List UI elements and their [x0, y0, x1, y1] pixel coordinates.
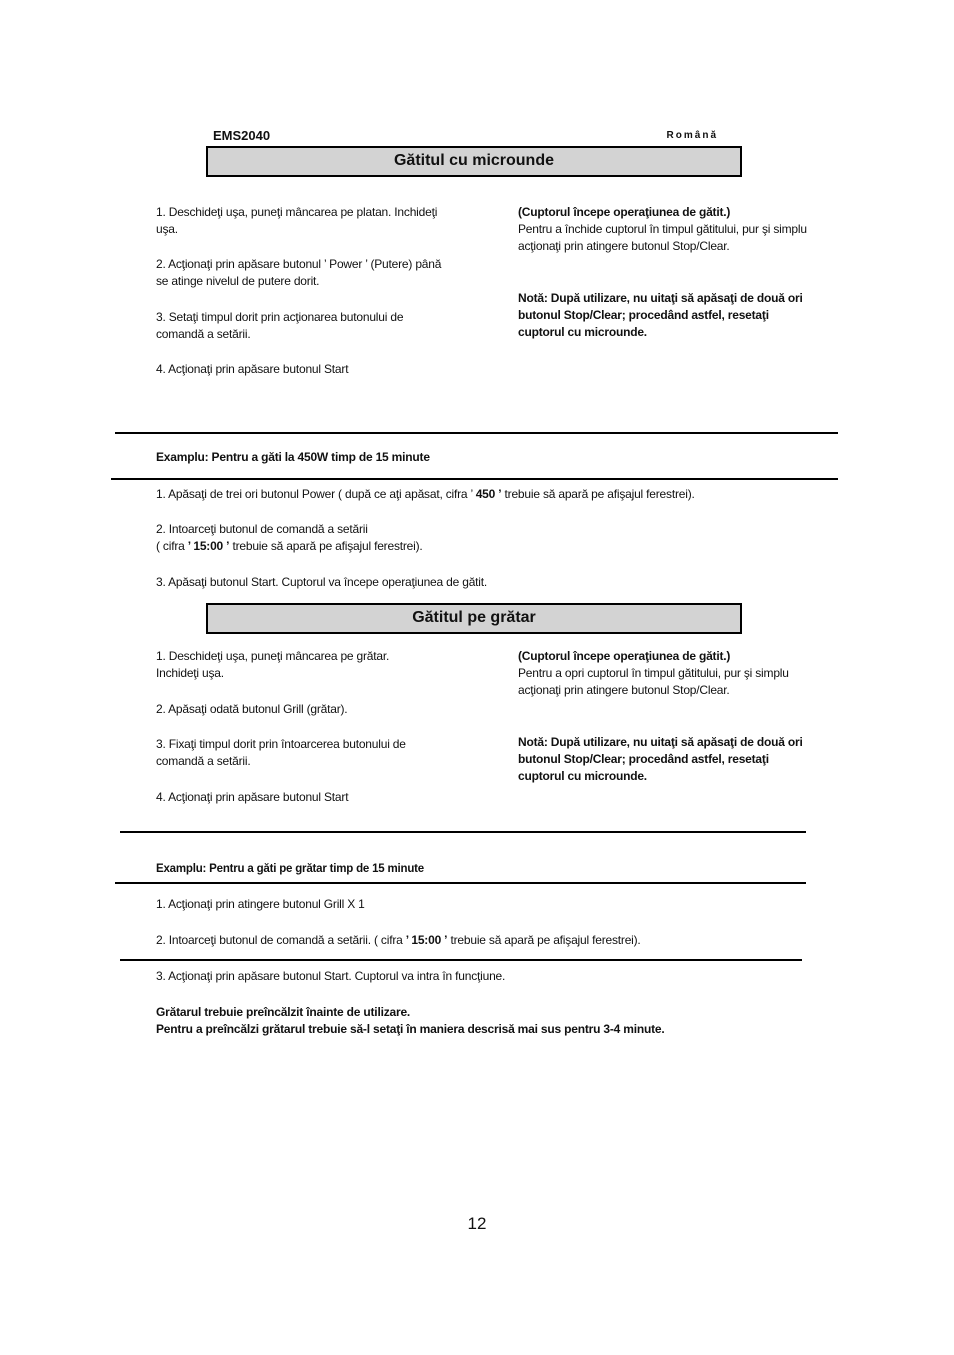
example1-step-2-detail — [156, 538, 756, 555]
divider-line — [120, 831, 806, 833]
microwave-step-4: 4. Acţionaţi prin apăsare butonul Start — [156, 362, 349, 376]
divider-line — [111, 478, 838, 480]
example2-step-1: 1. Acţionaţi prin atingere butonul Grill X 1 — [156, 897, 365, 911]
section-title-grill: Gătitul pe grătar — [206, 603, 742, 634]
example1-step-1 — [156, 486, 856, 503]
model-number: EMS2040 — [213, 128, 271, 143]
example1-step-1-text: 1. Apăsaţi de trei ori butonul Power ( după ce aţi apăsat, cifra ’ — [156, 487, 476, 501]
microwave-stop-instruction: Pentru a închide cuptorul în timpul gătitului, pur şi simplu acţionaţi prin atingere butonul Stop/Clear. — [518, 222, 807, 253]
example2-step-2-tail: trebuie să apară pe afişajul ferestrei). — [447, 933, 641, 947]
example1-step-2-tail: trebuie să apară pe afişajul ferestrei). — [229, 539, 423, 553]
example1-power-value: 450 ’ — [475, 487, 502, 501]
microwave-step-1: 1. Deschideţi uşa, puneţi mâncarea pe platan. Inchideţi uşa. — [156, 205, 438, 236]
grill-step-3: 3. Fixaţi timpul dorit prin întoarcerea butonului de comandă a setării. — [156, 737, 406, 768]
example1-step-1-tail: trebuie să apară pe afişajul ferestrei). — [501, 487, 695, 501]
microwave-start-note: (Cuptorul începe operaţiunea de gătit.) — [518, 205, 731, 219]
example1-step-2: 2. Intoarceţi butonul de comandă a setării — [156, 522, 368, 536]
microwave-reset-note: Notă: După utilizare, nu uitaţi să apăsaţi de două ori butonul Stop/Clear; procedând astfel, resetaţi cuptorul cu microunde. — [518, 291, 803, 339]
microwave-step-2: 2. Acţionaţi prin apăsare butonul ’ Power ’ (Putere) până se atinge nivelul de putere dorit. — [156, 257, 442, 288]
example2-heading: Examplu: Pentru a găti pe grătar timp de 15 minute — [156, 863, 424, 875]
example1-step-3: 3. Apăsaţi butonul Start. Cuptorul va începe operaţiunea de gătit. — [156, 575, 488, 589]
microwave-step-3: 3. Setaţi timpul dorit prin acţionarea butonului de comandă a setării. — [156, 310, 404, 341]
example1-time-value: ’ 15:00 ’ — [187, 539, 230, 553]
grill-step-1: 1. Deschideţi uşa, puneţi mâncarea pe grătar. Inchideţi uşa. — [156, 649, 390, 680]
example2-step-2-text: 2. Intoarceţi butonul de comandă a setării. ( cifra — [156, 933, 406, 947]
grill-stop-instruction: Pentru a opri cuptorul în timpul gătitului, pur şi simplu acţionaţi prin atingere butonul Stop/Clear. — [518, 666, 789, 697]
section-title-microwave: Gătitul cu microunde — [206, 146, 742, 177]
divider-line — [115, 882, 806, 884]
grill-reset-note: Notă: După utilizare, nu uitaţi să apăsaţi de două ori butonul Stop/Clear; procedând astfel, resetaţi cuptorul cu microunde. — [518, 735, 803, 783]
grill-preheat-warning: Grătarul trebuie preîncălzit înainte de utilizare. — [156, 1005, 411, 1019]
example2-time-value: ’ 15:00 ’ — [405, 933, 448, 947]
example2-step-3: 3. Acţionaţi prin apăsare butonul Start. Cuptorul va intra în funcţiune. — [156, 969, 506, 983]
grill-start-note: (Cuptorul începe operaţiunea de gătit.) — [518, 649, 731, 663]
example2-step-2 — [156, 932, 836, 949]
language-label: Română — [666, 130, 718, 141]
grill-step-2: 2. Apăsaţi odată butonul Grill (grătar). — [156, 702, 348, 716]
grill-preheat-instruction: Pentru a preîncălzi grătarul trebuie să-l setaţi în maniera descrisă mai sus pentru 3-4 minute. — [156, 1022, 665, 1036]
example1-heading: Examplu: Pentru a găti la 450W timp de 15 minute — [156, 450, 430, 464]
divider-line — [115, 432, 838, 434]
example1-step-2-text: ( cifra — [156, 539, 188, 553]
divider-line — [120, 959, 802, 961]
page-number: 12 — [467, 1214, 487, 1233]
grill-step-4: 4. Acţionaţi prin apăsare butonul Start — [156, 790, 349, 804]
